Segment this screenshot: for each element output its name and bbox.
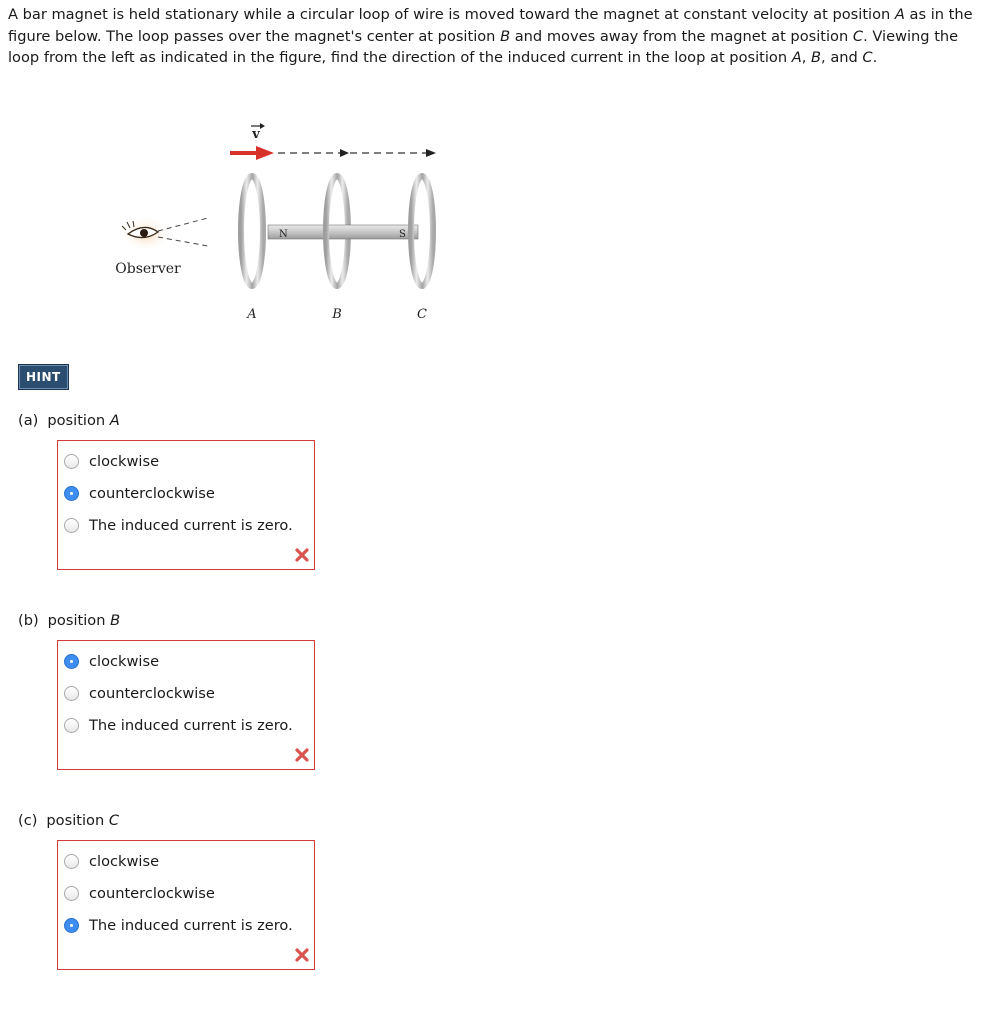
- part-c-label: (c) position C: [18, 812, 120, 829]
- part-a-answer-box: [57, 440, 315, 570]
- velocity-label: [251, 123, 265, 142]
- part-a-option-clockwise[interactable]: clockwise: [64, 451, 159, 471]
- radio-button[interactable]: [64, 454, 79, 469]
- loop-label-b: B: [332, 307, 342, 322]
- radio-button[interactable]: [64, 886, 79, 901]
- svg-text:v: v: [252, 127, 260, 142]
- incorrect-x-icon: [294, 747, 310, 763]
- part-a-label: (a) position A: [18, 412, 120, 429]
- incorrect-x-icon: [294, 547, 310, 563]
- incorrect-x-icon: [294, 947, 310, 963]
- var-b: B: [500, 27, 511, 45]
- var-b: B: [811, 49, 822, 66]
- part-c-option-clockwise[interactable]: clockwise: [64, 851, 159, 871]
- part-b-answer-box: [57, 640, 315, 770]
- part-a-option-zero[interactable]: The induced current is zero.: [64, 515, 293, 535]
- radio-button[interactable]: [64, 654, 79, 669]
- part-a-option-counterclockwise[interactable]: counterclockwise: [64, 483, 215, 503]
- part-b-option-counterclockwise[interactable]: counterclockwise: [64, 683, 215, 703]
- magnet-loop-figure: [100, 118, 460, 328]
- radio-button[interactable]: [64, 486, 79, 501]
- hint-button[interactable]: HINT: [18, 364, 69, 390]
- radio-button[interactable]: [64, 918, 79, 933]
- north-pole-label: N: [279, 229, 288, 240]
- part-b-option-zero[interactable]: The induced current is zero.: [64, 715, 293, 735]
- part-b-label: (b) position B: [18, 612, 121, 629]
- radio-button[interactable]: [64, 854, 79, 869]
- radio-button[interactable]: [64, 518, 79, 533]
- radio-button[interactable]: [64, 686, 79, 701]
- part-c-option-counterclockwise[interactable]: counterclockwise: [64, 883, 215, 903]
- part-c-answer-box: [57, 840, 315, 970]
- observer-eye-icon: [120, 216, 208, 252]
- var-c: C: [862, 49, 873, 66]
- var-c: C: [852, 27, 864, 45]
- part-b-option-clockwise[interactable]: clockwise: [64, 651, 159, 671]
- part-c-option-zero[interactable]: The induced current is zero.: [64, 915, 293, 935]
- var-a: A: [791, 49, 802, 66]
- loop-label-c: C: [417, 307, 427, 322]
- radio-button[interactable]: [64, 718, 79, 733]
- problem-statement: A bar magnet is held stationary while a circular loop of wire is moved toward the magnet at constant velocity at position A as in the figure below. The loop passes over the magnet's center at position B and moves away from the magnet at position C. Viewing the loop from the left as indicated in the figure, find the direction of the induced current in the loop at position A, B, and C.: [8, 6, 973, 66]
- loop-label-a: A: [247, 307, 257, 322]
- var-a: A: [894, 6, 905, 23]
- observer-label: Observer: [115, 261, 181, 277]
- south-pole-label: S: [399, 229, 406, 240]
- bar-magnet: [268, 225, 418, 240]
- velocity-arrow: [230, 146, 436, 160]
